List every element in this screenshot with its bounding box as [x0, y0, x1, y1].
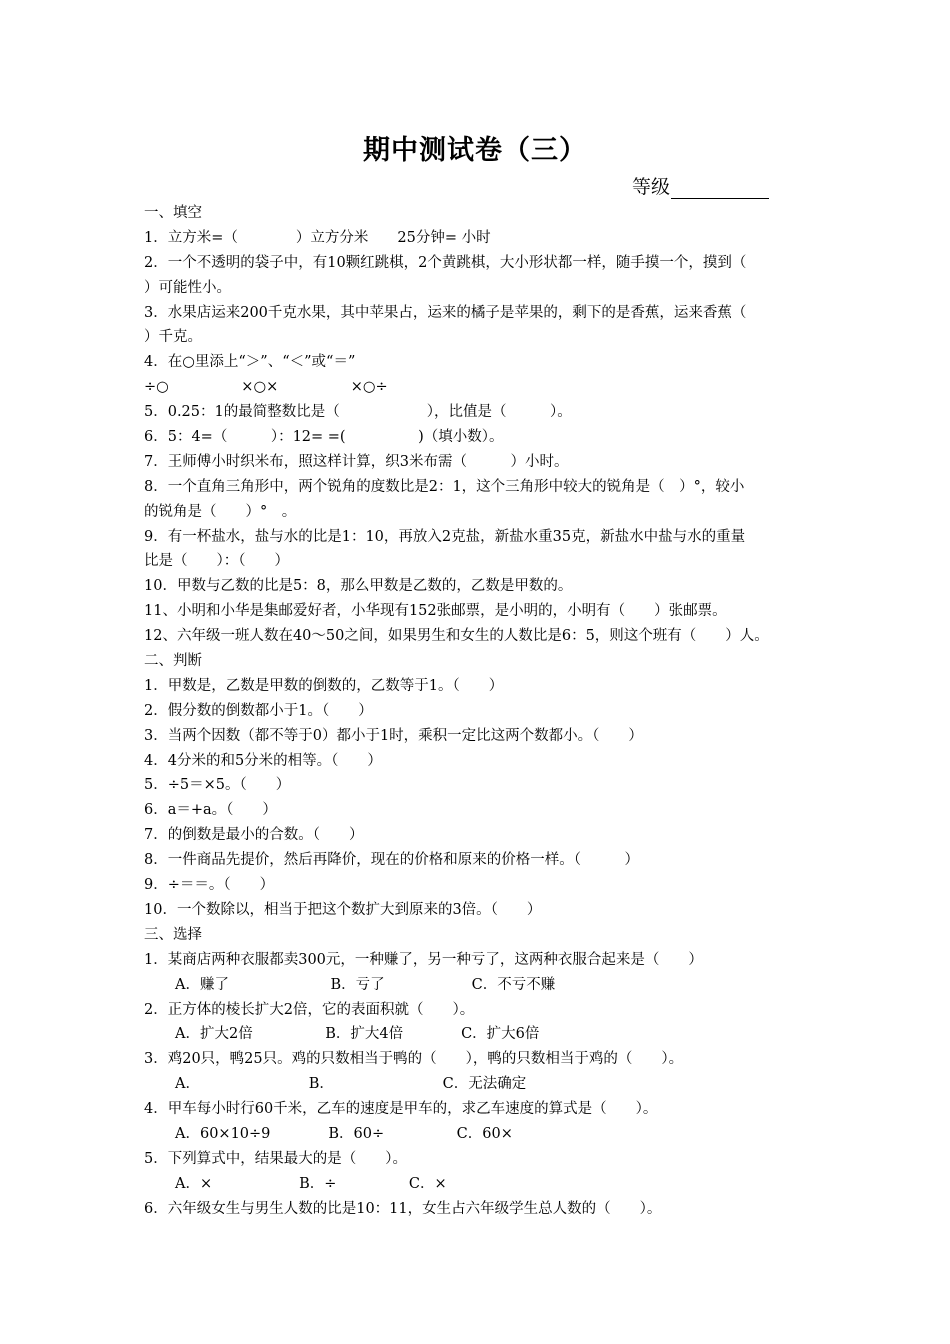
question-line: 5．0.25：1的最简整数比是（ ），比值是（ ）。 — [144, 404, 572, 421]
answer-options: A．60×10÷9 B．60÷ C．60× — [175, 1125, 513, 1142]
question-line: 10．甲数与乙数的比是5：8，那么甲数是乙数的，乙数是甲数的。 — [144, 578, 573, 595]
question-line: 9．有一杯盐水，盐与水的比是1：10，再放入2克盐，新盐水重35克，新盐水中盐与水的重量 — [144, 528, 746, 545]
question-line: 3．水果店运来200千克水果，其中苹果占，运来的橘子是苹果的，剩下的是香蕉，运来香蕉（ — [144, 304, 747, 321]
answer-options: A． B． C．无法确定 — [175, 1076, 527, 1093]
question-line: 8．一件商品先提价，然后再降价，现在的价格和原来的价格一样。（ ） — [144, 852, 639, 869]
grade-label: 等级 — [632, 176, 671, 198]
answer-options: A．× B．÷ C．× — [175, 1175, 447, 1192]
question-line: 比是（ ）：（ ） — [144, 553, 289, 570]
question-line: 5．÷5＝×5。（ ） — [144, 777, 291, 794]
page-title: 期中测试卷（三） — [363, 135, 587, 166]
question-line: 9．÷＝＝。（ ） — [144, 877, 275, 894]
question-line: 二、判断 — [144, 653, 202, 670]
question-line: ÷○ ×○× ×○÷ — [144, 379, 388, 396]
question-line: ）可能性小。 — [144, 279, 231, 296]
question-line: 11、小明和小华是集邮爱好者，小华现有152张邮票，是小明的，小明有（ ）张邮票。 — [144, 603, 727, 620]
question-line: 1．甲数是，乙数是甲数的倒数的，乙数等于1。（ ） — [144, 677, 504, 694]
question-line: 4．甲车每小时行60千米，乙车的速度是甲车的，求乙车速度的算式是（ ）。 — [144, 1101, 658, 1118]
question-line: 6．5：4=（ ）：12= =( )（填小数）。 — [144, 429, 504, 446]
answer-options: A．扩大2倍 B．扩大4倍 C．扩大6倍 — [175, 1026, 540, 1043]
question-line: 7．王师傅小时织米布，照这样计算，织3米布需（ ）小时。 — [144, 453, 569, 470]
question-line: 1．立方米=（ ）立方分米 25分钟= 小时 — [144, 229, 491, 246]
question-line: 2．一个不透明的袋子中，有10颗红跳棋，2个黄跳棋，大小形状都一样，随手摸一个，摸到（ — [144, 254, 747, 271]
question-line: 3．当两个因数（都不等于0）都小于1时，乘积一定比这两个数都小。（ ） — [144, 727, 643, 744]
grade-blank — [671, 178, 769, 199]
question-line: 8．一个直角三角形中，两个锐角的度数比是2：1，这个三角形中较大的锐角是（ ）°，较小 — [144, 478, 745, 495]
question-line: 6．a＝+a。（ ） — [144, 802, 277, 819]
question-line: 三、选择 — [144, 926, 202, 943]
answer-options: A．赚了 B．亏了 C．不亏不赚 — [175, 976, 556, 993]
question-line: 12、六年级一班人数在40～50之间，如果男生和女生的人数比是6：5，则这个班有（ ）人。 — [144, 628, 769, 645]
question-line: ）千克。 — [144, 329, 202, 346]
question-line: 4．在○里添上“＞”、“＜”或“＝” — [144, 354, 356, 371]
question-line: 1．某商店两种衣服都卖300元，一种赚了，另一种亏了，这两种衣服合起来是（ ） — [144, 951, 703, 968]
grade-field — [632, 172, 769, 199]
question-line: 2．假分数的倒数都小于1。（ ） — [144, 702, 373, 719]
question-line: 7．的倒数是最小的合数。（ ） — [144, 827, 364, 844]
question-line: 一、填空 — [144, 205, 202, 221]
question-line: 3．鸡20只，鸭25只。鸡的只数相当于鸭的（ ），鸭的只数相当于鸡的（ ）。 — [144, 1051, 684, 1068]
exam-content — [144, 201, 834, 1222]
question-line: 10．一个数除以，相当于把这个数扩大到原来的3倍。（ ） — [144, 901, 542, 918]
question-line: 2．正方体的棱长扩大2倍，它的表面积就（ ）。 — [144, 1001, 475, 1018]
question-line: 6．六年级女生与男生人数的比是10：11，女生占六年级学生总人数的（ ）。 — [144, 1200, 662, 1217]
question-line: 4．4分米的和5分米的相等。（ ） — [144, 752, 382, 769]
question-line: 的锐角是（ ）° 。 — [144, 503, 297, 520]
question-line: 5．下列算式中，结果最大的是（ ）。 — [144, 1150, 407, 1167]
